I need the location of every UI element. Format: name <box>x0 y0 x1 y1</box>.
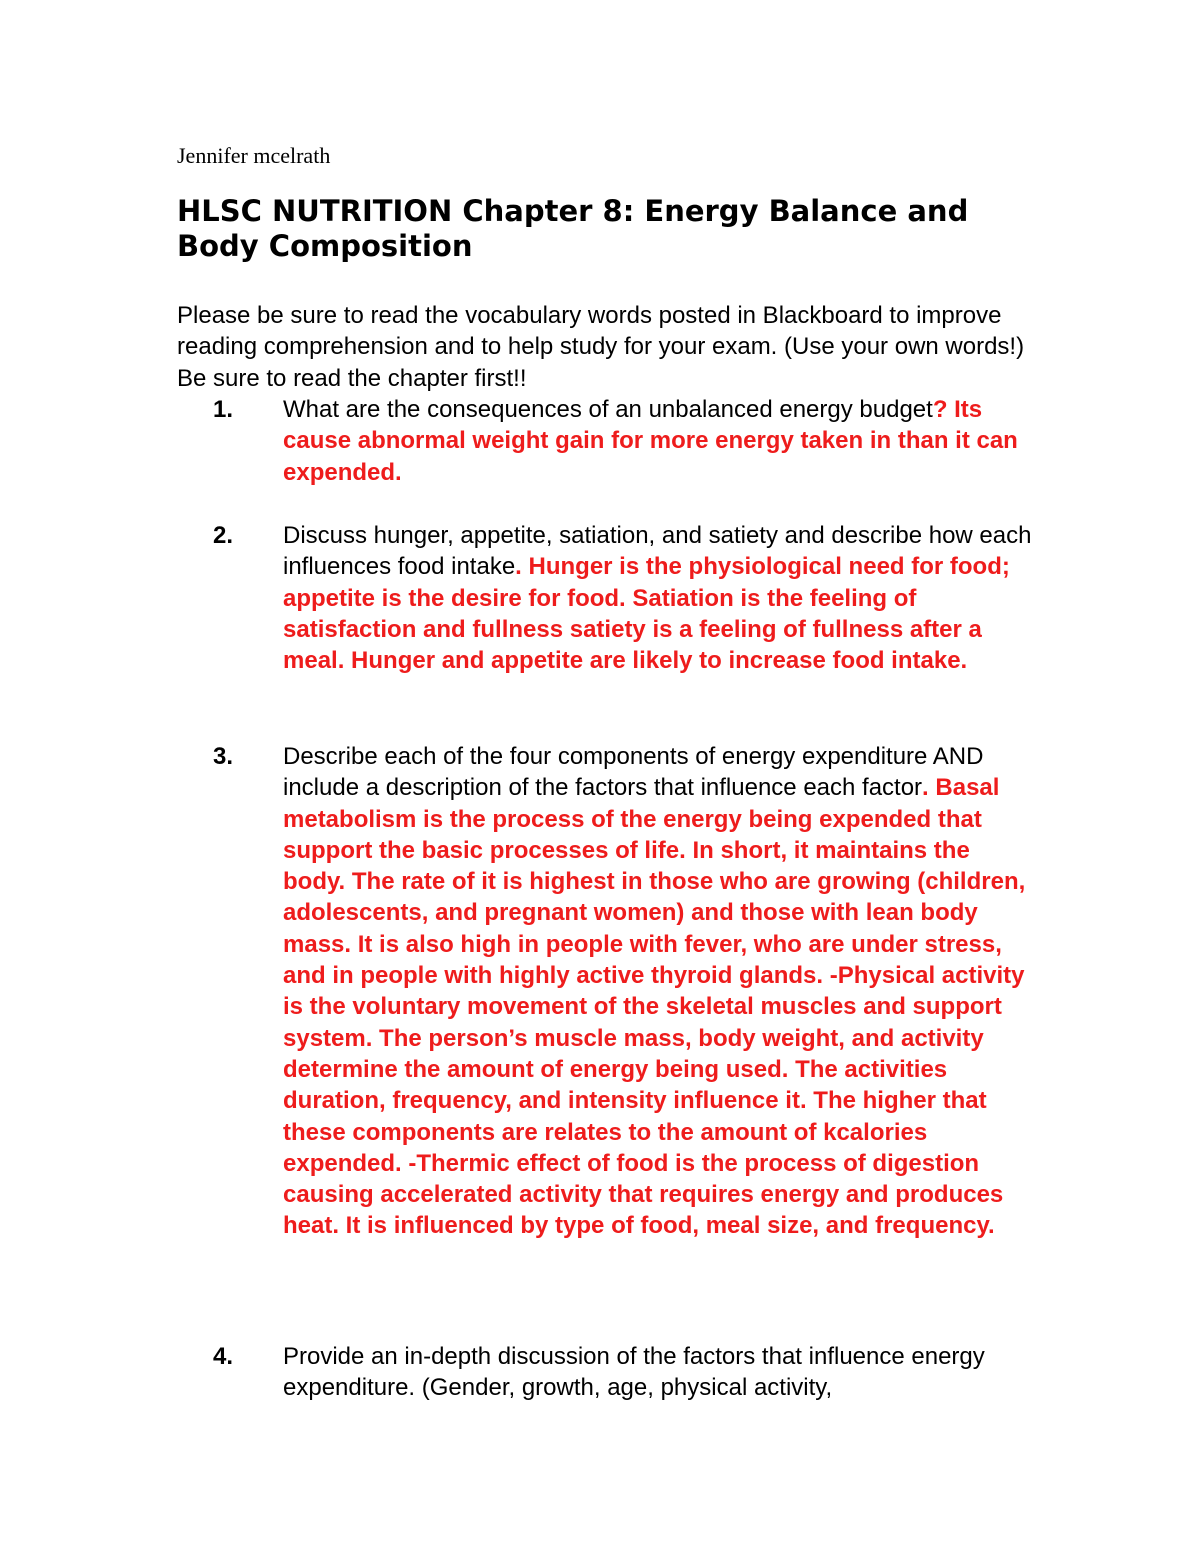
question-number: 1. <box>213 396 234 423</box>
author-name: Jennifer mcelrath <box>177 143 331 168</box>
question-body <box>283 520 1033 676</box>
question-body <box>283 1341 1033 1404</box>
question-number: 4. <box>213 1343 234 1370</box>
instructions-paragraph: Please be sure to read the vocabulary words posted in Blackboard to improve reading comprehension and to help study for your exam. (Use your own words!) Be sure to read the chapter first!! <box>177 302 1025 392</box>
answer-text: ? Its cause abnormal weight gain for more energy taken in than it can expended. <box>283 396 1018 486</box>
answer-text: . Hunger is the physiological need for food; appetite is the desire for food. Satiation is the feeling of satisfaction and fullness satiety is a feeling of fullness after a meal. Hunger and appetite are likely to increase food intake. <box>283 553 1010 675</box>
question-text: What are the consequences of an unbalanced energy budget <box>283 396 933 423</box>
document-title: HLSC NUTRITION Chapter 8: Energy Balance and Body Composition <box>177 194 969 263</box>
question-text: Provide an in-depth discussion of the factors that influence energy expenditure. (Gender, growth, age, physical activity, <box>283 1343 985 1402</box>
question-body <box>283 394 1033 488</box>
question-text: Describe each of the four components of energy expenditure AND include a description of the factors that influence each factor <box>283 743 984 802</box>
answer-text: . Basal metabolism is the process of the energy being expended that support the basic processes of life. In short, it maintains the body. The rate of it is highest in those who are growing (children, adolescents, and pregnant women) and those with lean body mass. It is also high in people with fever, who are under stress, and in people with highly active thyroid glands. -Physical activity is the voluntary movement of the skeletal muscles and support system. The person’s muscle mass, body weight, and activity determine the amount of energy being used. The activities duration, frequency, and intensity influence it. The higher that these components are relates to the amount of kcalories expended. -Thermic effect of food is the process of digestion causing accelerated activity that requires energy and produces heat. It is influenced by type of food, meal size, and frequency. <box>283 774 1026 1240</box>
question-number: 3. <box>213 743 234 770</box>
question-number: 2. <box>213 522 234 549</box>
question-body <box>283 741 1033 1242</box>
question-text: Discuss hunger, appetite, satiation, and satiety and describe how each influences food intake <box>283 522 1032 581</box>
